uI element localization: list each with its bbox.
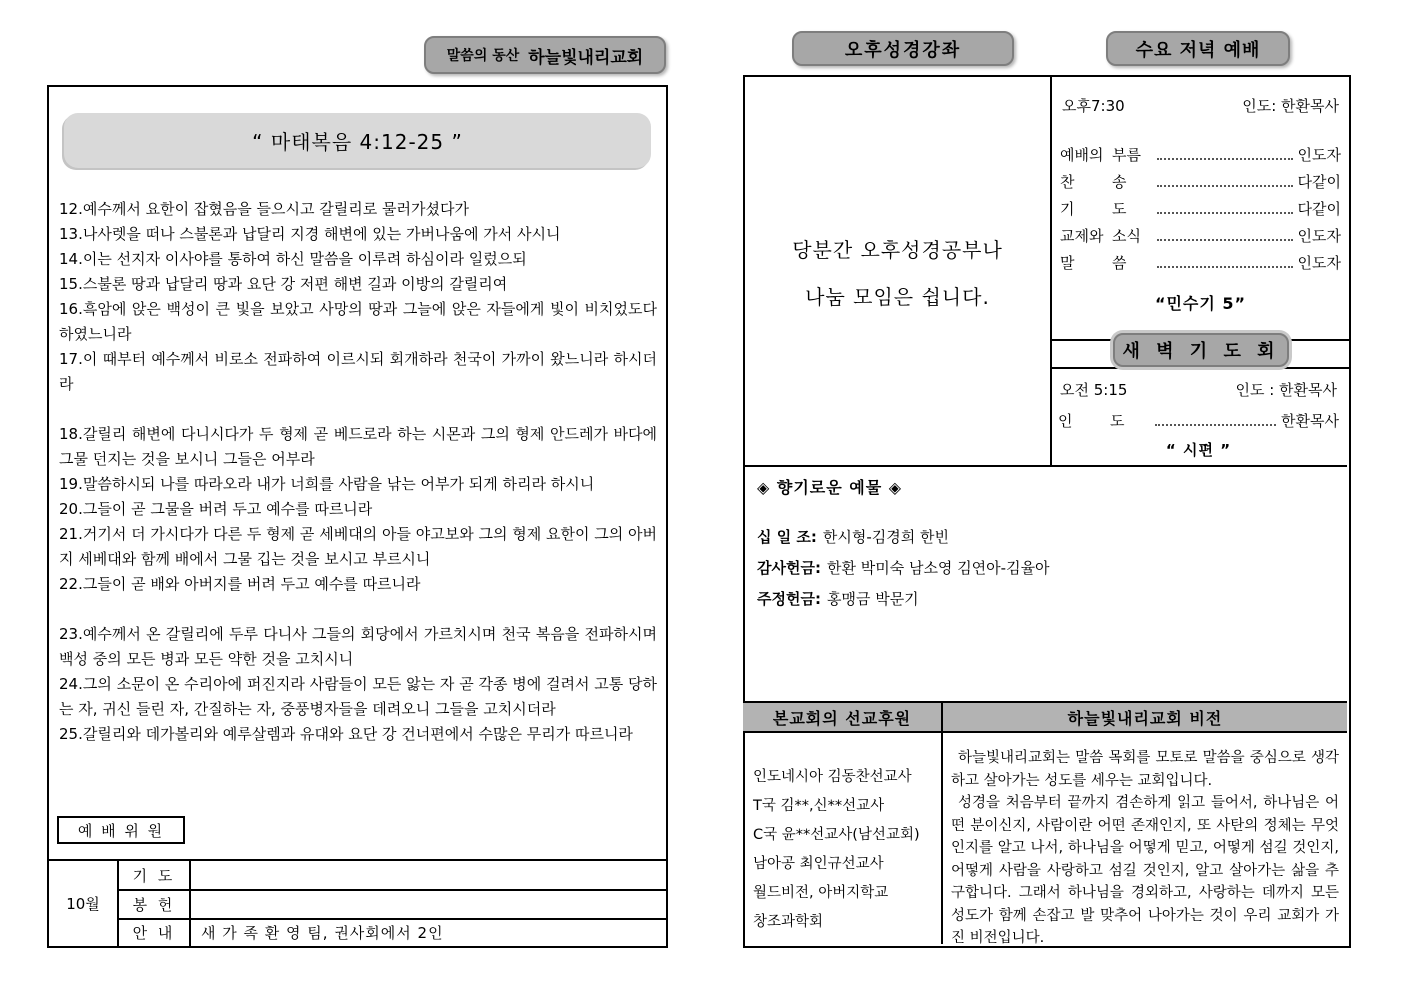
wednesday-worship-meta (1052, 77, 1349, 116)
notice-line-1: 당분간 오후성경공부나 (792, 238, 1003, 262)
committee-row-value: 새 가 족 환 영 팀, 권사회에서 2인 (191, 918, 666, 946)
item-label-left: 기 (1060, 200, 1075, 218)
committee-row-label: 안 내 (119, 918, 191, 946)
divider-line (1050, 367, 1349, 369)
dotted-leader (1157, 239, 1293, 241)
item-who: 다같이 (1297, 173, 1341, 191)
left-page (47, 85, 668, 948)
verse-24: 24.그의 소문이 온 수리아에 퍼진지라 사람들이 모든 앓는 자 곧 각종 병에 걸려서 고통 당하는 자, 귀신 들린 자, 간질하는 자, 중풍병자들을 데려오니 그들을 고치시더라 (59, 675, 657, 718)
dotted-leader (1157, 212, 1293, 214)
mission-item: T국 김**,신**선교사 (753, 798, 885, 814)
mission-item: 인도네시아 김동찬선교사 (753, 769, 912, 785)
verse-15: 15.스불론 땅과 납달리 땅과 요단 강 저편 해변 길과 이방의 갈릴리여 (59, 275, 508, 293)
item-label-right: 도 (1110, 412, 1125, 430)
wednesday-worship-cell (1052, 77, 1349, 339)
wednesday-evening-worship-badge: 수요 저녁 예배 (1106, 31, 1290, 66)
worship-leader: 인도: 한환목사 (1242, 97, 1339, 115)
offering-names: 한시형-김경희 한빈 (822, 528, 950, 546)
item-label-left: 인 (1058, 412, 1073, 430)
item-label-right: 도 (1112, 200, 1127, 218)
dawn-scripture: “ 시편 ” (1165, 441, 1232, 459)
paragraph-gap (59, 397, 657, 422)
scripture-text (59, 197, 657, 747)
worship-order-list (1052, 144, 1349, 279)
right-page (743, 75, 1351, 948)
church-header-badge (424, 36, 666, 74)
item-label-left: 교제와 (1060, 227, 1104, 245)
worship-time: 오후7:30 (1062, 97, 1125, 115)
afternoon-class-notice (745, 77, 1050, 467)
item-label-right: 송 (1112, 173, 1127, 191)
offering-label: 주정헌금: (757, 590, 821, 608)
mission-item: 남아공 최인규선교사 (753, 856, 884, 872)
offering-label: 십 일 조: (757, 528, 817, 546)
committee-month-cell: 10월 (49, 861, 119, 946)
paragraph-gap (59, 597, 657, 622)
item-label-right: 씀 (1112, 254, 1127, 272)
verse-18: 18.갈릴리 해변에 다니시다가 두 형제 곧 베드로라 하는 시몬과 그의 형제 안드레가 바다에 그물 던지는 것을 보시니 그들은 어부라 (59, 425, 657, 468)
verse-16: 16.흑암에 앉은 백성이 큰 빛을 보았고 사망의 땅과 그늘에 앉은 자들에게 빛이 비치었도다 하였느니라 (59, 300, 657, 343)
mission-item: C국 윤**선교사(남선교회) (753, 827, 920, 843)
worship-committee-table (49, 859, 666, 946)
worship-order-item (1060, 225, 1341, 252)
offerings-heading: ◈ 향기로운 예물 ◈ (757, 478, 903, 497)
afternoon-bible-class-badge: 오후성경강좌 (792, 31, 1014, 66)
mission-support-header: 본교회의 선교후원 (743, 703, 943, 731)
verse-14: 14.이는 선지자 이사야를 통하여 하신 말씀을 이루려 하심이라 일렀으되 (59, 250, 527, 268)
item-who: 인도자 (1297, 146, 1341, 164)
dawn-leader: 인도 : 한환목사 (1235, 381, 1337, 399)
offering-names: 홍맹금 박문기 (826, 590, 919, 608)
church-vision-header: 하늘빛내리교회 비전 (1067, 708, 1223, 728)
item-label-left: 예배의 (1060, 146, 1104, 164)
worship-order-item (1060, 171, 1341, 198)
item-label-right: 소식 (1112, 227, 1141, 245)
verse-13: 13.나사렛을 떠나 스불론과 납달리 지경 해변에 있는 가버나움에 가서 사시니 (59, 225, 561, 243)
church-name: 하늘빛내리교회 (528, 47, 644, 68)
item-who: 다같이 (1297, 200, 1341, 218)
offering-names: 한환 박미숙 남소영 김연아-김율아 (826, 559, 1050, 577)
item-who: 한환목사 (1281, 412, 1339, 430)
dawn-time: 오전 5:15 (1060, 381, 1128, 399)
committee-row-label: 기 도 (119, 861, 191, 889)
dotted-leader (1157, 266, 1293, 268)
vision-paragraph-2: 성경을 처음부터 끝까지 겸손하게 읽고 들어서, 하나님은 어떤 분이신지, 사람이란 어떤 존재인지, 또 사탄의 정체는 무엇인지를 알고 나서, 하나님을 어떻게 믿고, 어떻게 섬길 것인지, 어떻게 사람을 사랑하고 섬길 것인지, 알고 살아가는 삶을 추구합니다. 그래서 하나님을 경외하고, 사랑하는 데까지 모든 성도가 함께 손잡고 발 맞추어 나아가는 것이 우리 교회가 가진 비전입니다. (951, 795, 1339, 946)
worship-order-item (1060, 252, 1341, 279)
item-label-right: 부름 (1112, 146, 1141, 164)
item-label-left: 찬 (1060, 173, 1075, 191)
dawn-prayer-badge: 새 벽 기 도 회 (1113, 333, 1289, 367)
item-who: 인도자 (1297, 254, 1341, 272)
item-who: 인도자 (1297, 227, 1341, 245)
dotted-leader (1157, 185, 1293, 187)
scripture-title: “ 마태복음 4:12-25 ” (64, 113, 651, 168)
verse-23: 23.예수께서 온 갈릴리에 두루 다니사 그들의 회당에서 가르치시며 천국 복음을 전파하시며 백성 중의 모든 병과 모든 약한 것을 고치시니 (59, 625, 657, 668)
verse-19: 19.말씀하시되 나를 따라오라 내가 너희를 사람을 낚는 어부가 되게 하리라 하시니 (59, 475, 595, 493)
wednesday-scripture: “민수기 5” (1154, 294, 1247, 313)
verse-25: 25.갈릴리와 데가볼리와 예루살렘과 유대와 요단 강 건너편에서 수많은 무리가 따르니라 (59, 725, 633, 743)
committee-row-value (191, 889, 666, 917)
worship-order-item (1060, 198, 1341, 225)
verse-22: 22.그들이 곧 배와 아버지를 버려 두고 예수를 따르니라 (59, 575, 421, 593)
worship-committee-label: 예 배 위 원 (57, 816, 185, 844)
worship-order-item (1060, 144, 1341, 171)
verse-20: 20.그들이 곧 그물을 버려 두고 예수를 따르니라 (59, 500, 373, 518)
verse-21: 21.거기서 더 가시다가 다른 두 형제 곧 세베대의 아들 야고보와 그의 형제 요한이 그의 아버지 세베대와 함께 배에서 그물 깁는 것을 보시고 부르시니 (59, 525, 657, 568)
item-label-left: 말 (1060, 254, 1075, 272)
mission-item: 월드비전, 아버지학교 (753, 885, 889, 901)
notice-line-2: 나눔 모임은 쉽니다. (805, 285, 990, 309)
dotted-leader (1157, 158, 1293, 160)
committee-row-label: 봉 헌 (119, 889, 191, 917)
offering-label: 감사헌금: (757, 559, 821, 577)
verse-12: 12.예수께서 요한이 잡혔음을 들으시고 갈릴리로 물러가셨다가 (59, 200, 469, 218)
vision-paragraph-1: 하늘빛내리교회는 말씀 목회를 모토로 말씀을 중심으로 생각하고 살아가는 성도를 세우는 교회입니다. (951, 750, 1339, 789)
committee-row-value (191, 861, 666, 889)
church-motto: 말씀의 동산 (446, 48, 520, 64)
mission-item: 창조과학회 (753, 914, 824, 930)
verse-17: 17.이 때부터 예수께서 비로소 전파하여 이르시되 회개하라 천국이 가까이 왔느니라 하시더라 (59, 350, 657, 393)
